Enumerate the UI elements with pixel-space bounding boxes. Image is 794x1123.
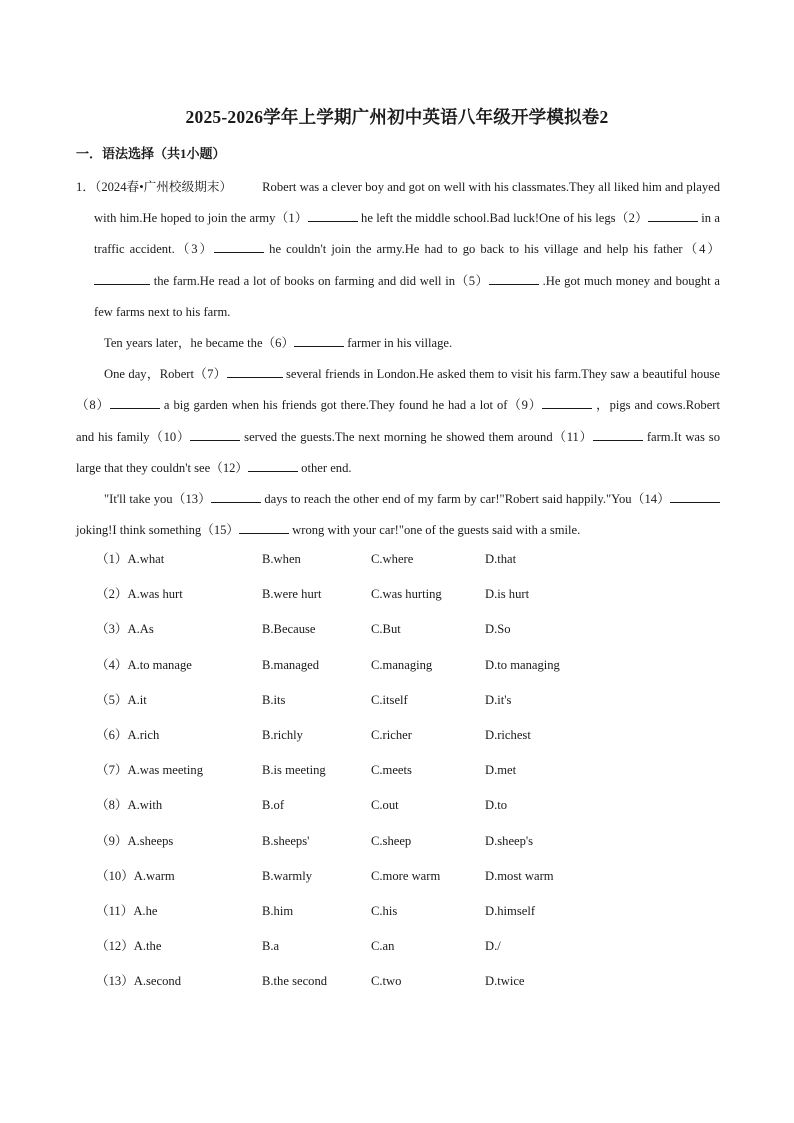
answer-blank-4[interactable] xyxy=(94,273,150,285)
option-number: （5） xyxy=(96,692,128,707)
option-number: （8） xyxy=(96,798,128,813)
option-d[interactable]: D.is hurt xyxy=(485,587,530,602)
passage-paragraph-1 xyxy=(76,172,720,328)
option-b[interactable]: B.a xyxy=(262,939,280,954)
option-d[interactable]: D./ xyxy=(485,939,501,954)
option-c[interactable]: C.an xyxy=(371,939,395,954)
option-d[interactable]: D.twice xyxy=(485,974,525,989)
option-number: （4） xyxy=(96,657,128,672)
option-c[interactable]: C.more warm xyxy=(371,868,441,883)
option-a[interactable] xyxy=(96,791,162,819)
passage-text: Robert was a clever boy and got on well with his classmates.They all liked him and played with him.He hoped to join the army（1） xyxy=(94,180,720,226)
section-heading: 一．语法选择（共1小题） xyxy=(76,146,226,161)
passage-paragraph-4 xyxy=(76,484,720,546)
option-text: A.was meeting xyxy=(127,763,204,778)
answer-blank-1[interactable] xyxy=(308,210,358,222)
passage-text: other end. xyxy=(298,460,352,475)
option-a[interactable] xyxy=(96,545,164,573)
passage-text: the farm.He read a lot of books on farming and did well in（5） xyxy=(150,273,489,288)
option-a[interactable] xyxy=(96,932,161,960)
option-number: （10） xyxy=(96,868,134,883)
passage-text: Ten years later，he became the（6） xyxy=(104,336,295,351)
passage-text: .He got much money and bought a few farms next to his farm. xyxy=(94,273,720,319)
option-b[interactable]: B.of xyxy=(262,798,285,813)
option-a[interactable] xyxy=(96,651,192,679)
option-b[interactable]: B.were hurt xyxy=(262,587,322,602)
option-d[interactable]: D.to xyxy=(485,798,508,813)
passage-text: farm.It was so large that they couldn't see（12） xyxy=(76,429,721,475)
option-text: A.he xyxy=(133,903,158,918)
answer-blank-6[interactable] xyxy=(294,335,344,347)
option-c[interactable]: C.managing xyxy=(371,657,433,672)
option-number: （7） xyxy=(96,763,128,778)
page-title: 2025-2026学年上学期广州初中英语八年级开学模拟卷2 xyxy=(185,107,609,127)
option-b[interactable]: B.warmly xyxy=(262,868,313,883)
option-d[interactable]: D.richest xyxy=(485,727,531,742)
option-text: A.rich xyxy=(127,727,160,742)
answer-blank-3[interactable] xyxy=(214,241,264,253)
option-b[interactable]: B.managed xyxy=(262,657,320,672)
option-a[interactable] xyxy=(96,721,159,749)
answer-blank-13[interactable] xyxy=(211,491,261,503)
option-d[interactable]: D.most warm xyxy=(485,868,554,883)
option-text: A.was hurt xyxy=(127,587,183,602)
passage-text: farmer in his village. xyxy=(344,336,453,351)
option-text: A.As xyxy=(127,622,154,637)
passage-text: ，pigs and cows.Robert and his family（10） xyxy=(76,398,720,444)
option-number: （12） xyxy=(96,939,134,954)
answer-blank-8[interactable] xyxy=(110,397,160,409)
option-c[interactable]: C.two xyxy=(371,974,402,989)
option-number: （9） xyxy=(96,833,128,848)
option-b[interactable]: B.Because xyxy=(262,622,316,637)
option-a[interactable] xyxy=(96,967,181,995)
option-c[interactable]: C.sheep xyxy=(371,833,412,848)
answer-blank-10[interactable] xyxy=(190,429,240,441)
option-text: A.the xyxy=(133,939,162,954)
option-a[interactable] xyxy=(96,756,203,784)
option-d[interactable]: D.that xyxy=(485,552,517,566)
answer-blank-14[interactable] xyxy=(670,491,720,503)
option-c[interactable]: C.out xyxy=(371,798,399,813)
option-b[interactable]: B.richly xyxy=(262,727,303,742)
option-text: A.warm xyxy=(133,868,175,883)
passage-text: days to reach the other end of my farm by car!"Robert said happily."You（14） xyxy=(261,492,670,507)
option-b[interactable]: B.the second xyxy=(262,974,328,989)
option-a[interactable] xyxy=(96,827,173,855)
passage-paragraph-2 xyxy=(76,328,720,359)
option-c[interactable]: C.meets xyxy=(371,763,412,778)
answer-blank-15[interactable] xyxy=(239,522,289,534)
passage-paragraph-3 xyxy=(76,359,720,484)
option-d[interactable]: D.met xyxy=(485,763,517,778)
answer-blank-11[interactable] xyxy=(593,429,643,441)
passage-text: wrong with your car!"one of the guests said with a smile. xyxy=(289,523,581,538)
answer-blank-5[interactable] xyxy=(489,273,539,285)
option-c[interactable]: C.his xyxy=(371,903,398,918)
passage-text: he couldn't join the army.He had to go back to his village and help his father（4） xyxy=(264,242,720,257)
option-d[interactable]: D.to managing xyxy=(485,657,560,672)
passage-text: a big garden when his friends got there.They found he had a lot of（9） xyxy=(159,398,543,413)
passage-text: served the guests.The next morning he showed them around（11） xyxy=(240,429,593,444)
option-c[interactable]: C.was hurting xyxy=(371,587,442,602)
option-b[interactable]: B.is meeting xyxy=(262,763,326,778)
answer-blank-9[interactable] xyxy=(542,397,592,409)
option-text: A.to manage xyxy=(127,657,192,672)
passage-text: he left the middle school.Bad luck!One of his legs（2） xyxy=(357,211,648,226)
option-a[interactable] xyxy=(96,580,183,608)
option-c[interactable]: C.richer xyxy=(371,727,412,742)
option-a[interactable] xyxy=(96,897,157,925)
question-number: 1． xyxy=(76,180,95,194)
option-c[interactable]: C.itself xyxy=(371,692,408,707)
passage-text: several friends in London.He asked them to visit his farm.They saw a beautiful house（8） xyxy=(76,367,720,413)
option-c[interactable]: C.But xyxy=(371,622,401,637)
answer-blank-12[interactable] xyxy=(248,460,298,472)
option-number: （3） xyxy=(96,622,128,637)
option-text: A.what xyxy=(127,552,165,566)
answer-blank-7[interactable] xyxy=(227,366,283,378)
option-number: （11） xyxy=(96,903,134,918)
option-a[interactable] xyxy=(96,686,147,714)
passage-text: "It'll take you（13） xyxy=(104,492,212,507)
option-a[interactable] xyxy=(96,615,154,643)
option-d[interactable]: D.So xyxy=(485,622,511,637)
option-b[interactable]: B.him xyxy=(262,903,294,918)
option-b[interactable]: B.its xyxy=(262,692,286,707)
answer-blank-2[interactable] xyxy=(648,210,698,222)
option-number: （2） xyxy=(96,587,128,602)
option-b[interactable]: B.sheeps' xyxy=(262,833,310,848)
option-a[interactable] xyxy=(96,862,175,890)
question-passage xyxy=(76,172,720,546)
option-number: （6） xyxy=(96,727,128,742)
option-d[interactable]: D.himself xyxy=(485,903,536,918)
option-text: A.it xyxy=(127,692,147,707)
option-b[interactable]: B.when xyxy=(262,552,301,566)
passage-text: in a traffic accident.（3） xyxy=(94,211,721,257)
question-source: （2024春•广州校级期末） xyxy=(94,180,233,194)
option-text: A.second xyxy=(133,974,181,989)
passage-text: joking!I think something（15） xyxy=(76,523,240,538)
option-d[interactable]: D.sheep's xyxy=(485,833,534,848)
option-number: （13） xyxy=(96,974,134,989)
option-number: （1） xyxy=(96,552,128,566)
option-text: A.with xyxy=(127,798,163,813)
passage-text: One day，Robert（7） xyxy=(104,367,227,382)
option-c[interactable]: C.where xyxy=(371,552,414,566)
option-d[interactable]: D.it's xyxy=(485,692,512,707)
option-text: A.sheeps xyxy=(127,833,174,848)
